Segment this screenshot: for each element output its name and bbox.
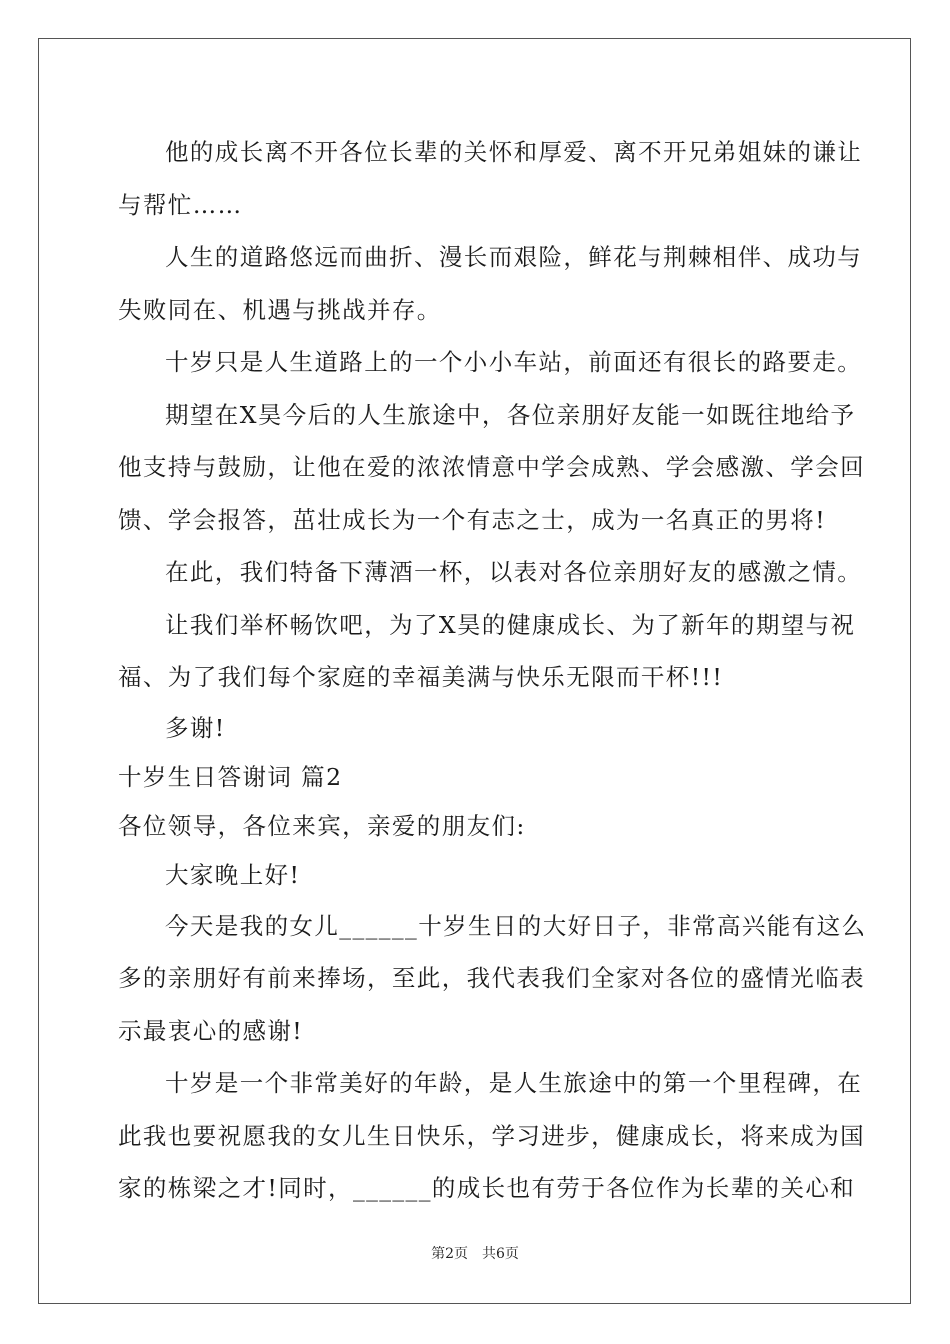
paragraph-line: 期望在X昊今后的人生旅途中，各位亲朋好友能一如既往地给予 (165, 400, 856, 429)
paragraph-line: 家的栋梁之才!同时，______的成长也有劳于各位作为长辈的关心和 (118, 1174, 856, 1202)
paragraph-line: 他的成长离不开各位长辈的关怀和厚爱、离不开兄弟姐妹的谦让 (165, 138, 863, 166)
greeting: 大家晚上好! (165, 860, 301, 889)
paragraph-line: 人生的道路悠远而曲折、漫长而艰险，鲜花与荆棘相伴、成功与 (165, 243, 863, 271)
paragraph-line: 让我们举杯畅饮吧，为了X昊的健康成长、为了新年的期望与祝 (165, 610, 856, 639)
document-body (118, 126, 867, 1215)
paragraph-line: 馈、学会报答，茁壮成长为一个有志之士，成为一名真正的男将! (118, 505, 827, 534)
page-number: 第2页 (431, 1246, 468, 1262)
paragraph-line: 多的亲朋好有前来捧场，至此，我代表我们全家对各位的盛情光临表 (118, 964, 865, 992)
paragraph-line: 十岁是一个非常美好的年龄，是人生旅途中的第一个里程碑，在 (165, 1069, 863, 1097)
paragraph-line: 今天是我的女儿______十岁生日的大好日子，非常高兴能有这么 (165, 911, 867, 940)
paragraph-line: 十岁只是人生道路上的一个小小车站，前面还有很长的路要走。 (165, 348, 863, 376)
paragraph-line: 多谢! (165, 713, 226, 742)
paragraph-line: 在此，我们特备下薄酒一杯，以表对各位亲朋好友的感激之情。 (165, 558, 863, 586)
paragraph-line: 福、为了我们每个家庭的幸福美满与快乐无限而干杯!!! (118, 663, 724, 691)
paragraph-line: 他支持与鼓励，让他在爱的浓浓情意中学会成熟、学会感激、学会回 (118, 453, 865, 481)
salutation: 各位领导，各位来宾，亲爱的朋友们: (118, 811, 526, 840)
paragraph-line: 示最衷心的感谢! (118, 1016, 304, 1045)
page-total: 共6页 (482, 1246, 519, 1262)
page-footer (0, 1243, 950, 1263)
paragraph-line: 与帮忙…… (118, 190, 243, 219)
paragraph-line: 此我也要祝愿我的女儿生日快乐，学习进步，健康成长，将来成为国 (118, 1121, 865, 1150)
paragraph-line: 失败同在、机遇与挑战并存。 (118, 295, 442, 324)
section-heading: 十岁生日答谢词 篇2 (118, 762, 343, 791)
